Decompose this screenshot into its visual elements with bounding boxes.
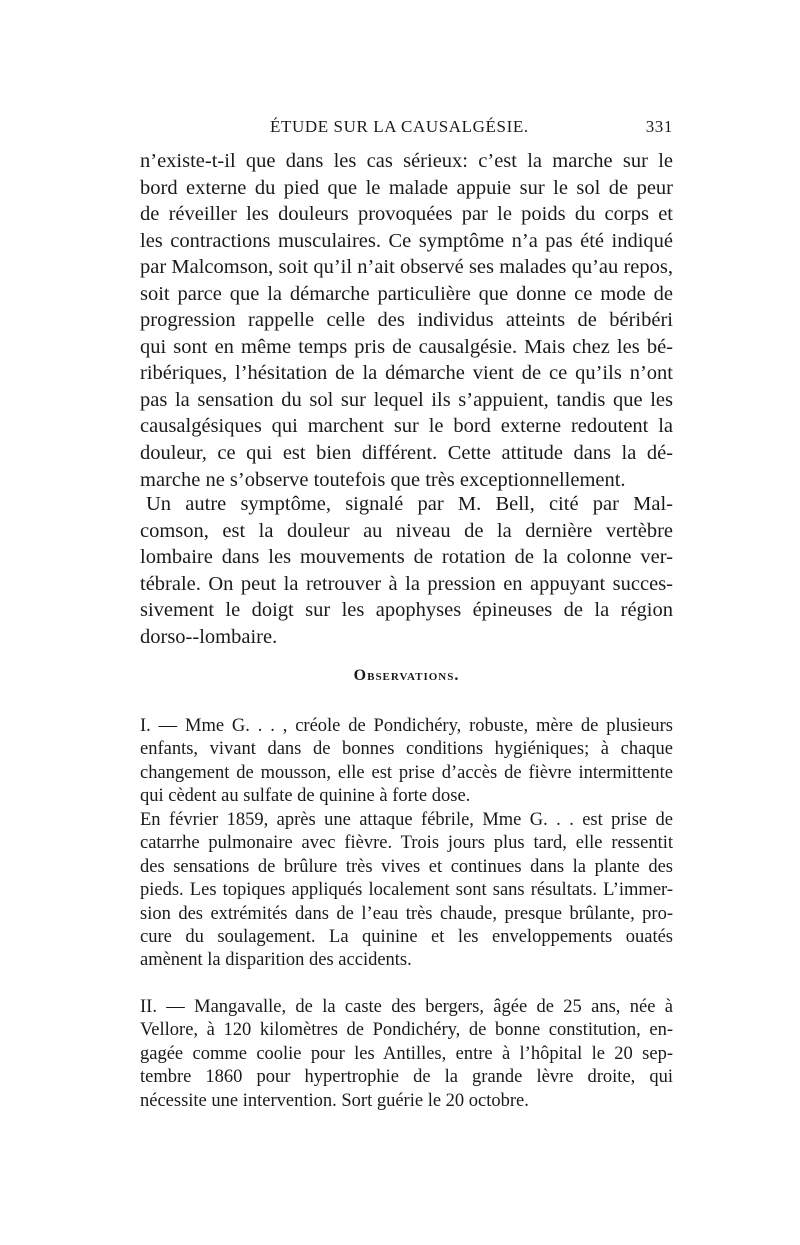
- text-line: cure du soulagement. La quinine et les enveloppements ouatés: [140, 926, 673, 947]
- page-number: 331: [645, 117, 673, 136]
- text-line: nécessite une intervention. Sort guérie le 20 octobre.: [140, 1090, 529, 1111]
- text-line: ribériques, l’hésitation de la démarche vient de ce qu’ils n’ont: [140, 362, 673, 385]
- section-heading: Observations.: [353, 667, 460, 684]
- text-line: enfants, vivant dans de bonnes conditions hygiéniques; à chaque: [140, 739, 673, 760]
- observation-1-continued: [140, 809, 673, 973]
- text-line: En février 1859, après une attaque fébrile, Mme G. . . est prise de: [140, 810, 673, 830]
- text-line: amènent la disparition des accidents.: [140, 950, 412, 971]
- text-line: pieds. Les topiques appliqués localement sont sans résultats. L’immer-: [140, 880, 673, 901]
- text-line: progression rappelle celle des individus atteints de béribéri: [140, 309, 673, 332]
- text-line: par Malcomson, soit qu’il n’ait observé ses malades qu’au repos,: [140, 256, 673, 279]
- text-line: n’existe-t-il que dans les cas sérieux: c’est la marche sur le: [140, 150, 673, 172]
- text-line: changement de mousson, elle est prise d’accès de fièvre intermittente: [140, 762, 673, 783]
- text-line: soit parce que la démarche particulière que donne ce mode de: [140, 282, 673, 305]
- text-line: tembre 1860 pour hypertrophie de la grande lèvre droite, qui: [140, 1067, 673, 1088]
- observation-1: [140, 715, 673, 809]
- text-line: tébrale. On peut la retrouver à la pression en appuyant succes-: [140, 572, 673, 595]
- text-line: bord externe du pied que le malade appuie sur le sol de peur: [140, 176, 673, 199]
- paragraph-symptom-gait: [140, 148, 673, 493]
- text-line: douleur, ce qui est bien différent. Cette attitude dans la dé-: [140, 442, 673, 465]
- text-line: causalgésiques qui marchent sur le bord externe redoutent la: [140, 415, 673, 438]
- text-line: I. — Mme G. . . , créole de Pondichéry, robuste, mère de plusieurs: [140, 716, 673, 736]
- text-line: dorso--lombaire.: [140, 625, 278, 648]
- observation-2: [140, 996, 673, 1113]
- text-line: sivement le doigt sur les apophyses épineuses de la région: [140, 599, 673, 622]
- page-header: [140, 117, 673, 141]
- text-line: marche ne s’observe toutefois que très exceptionnellement.: [140, 468, 626, 491]
- text-line: gagée comme coolie pour les Antilles, entre à l’hôpital le 20 sep-: [140, 1043, 673, 1064]
- text-line: II. — Mangavalle, de la caste des bergers, âgée de 25 ans, née à: [140, 997, 673, 1017]
- text-line: comson, est la douleur au niveau de la dernière vertèbre: [140, 519, 673, 542]
- running-title: ÉTUDE SUR LA CAUSALGÉSIE.: [270, 117, 529, 136]
- text-line: qui sont en même temps pris de causalgésie. Mais chez les bé-: [140, 335, 673, 358]
- text-line: Un autre symptôme, signalé par M. Bell, cité par Mal-: [146, 493, 673, 515]
- text-line: de réveiller les douleurs provoquées par le poids du corps et: [140, 203, 673, 226]
- text-line: qui cèdent au sulfate de quinine à forte dose.: [140, 786, 471, 807]
- text-line: les contractions musculaires. Ce symptôme n’a pas été indiqué: [140, 229, 673, 252]
- text-line: Vellore, à 120 kilomètres de Pondichéry, de bonne constitution, en-: [140, 1020, 673, 1041]
- paragraph-lumbar-pain: [140, 491, 673, 650]
- text-line: sion des extrémités dans de l’eau très chaude, presque brûlante, pro-: [140, 903, 673, 924]
- text-line: catarrhe pulmonaire avec fièvre. Trois jours plus tard, elle ressentit: [140, 833, 673, 854]
- text-line: pas la sensation du sol sur lequel ils s’appuient, tandis que les: [140, 388, 673, 411]
- text-line: lombaire dans les mouvements de rotation de la colonne ver-: [140, 546, 673, 569]
- text-line: des sensations de brûlure très vives et continues dans la plante des: [140, 856, 673, 877]
